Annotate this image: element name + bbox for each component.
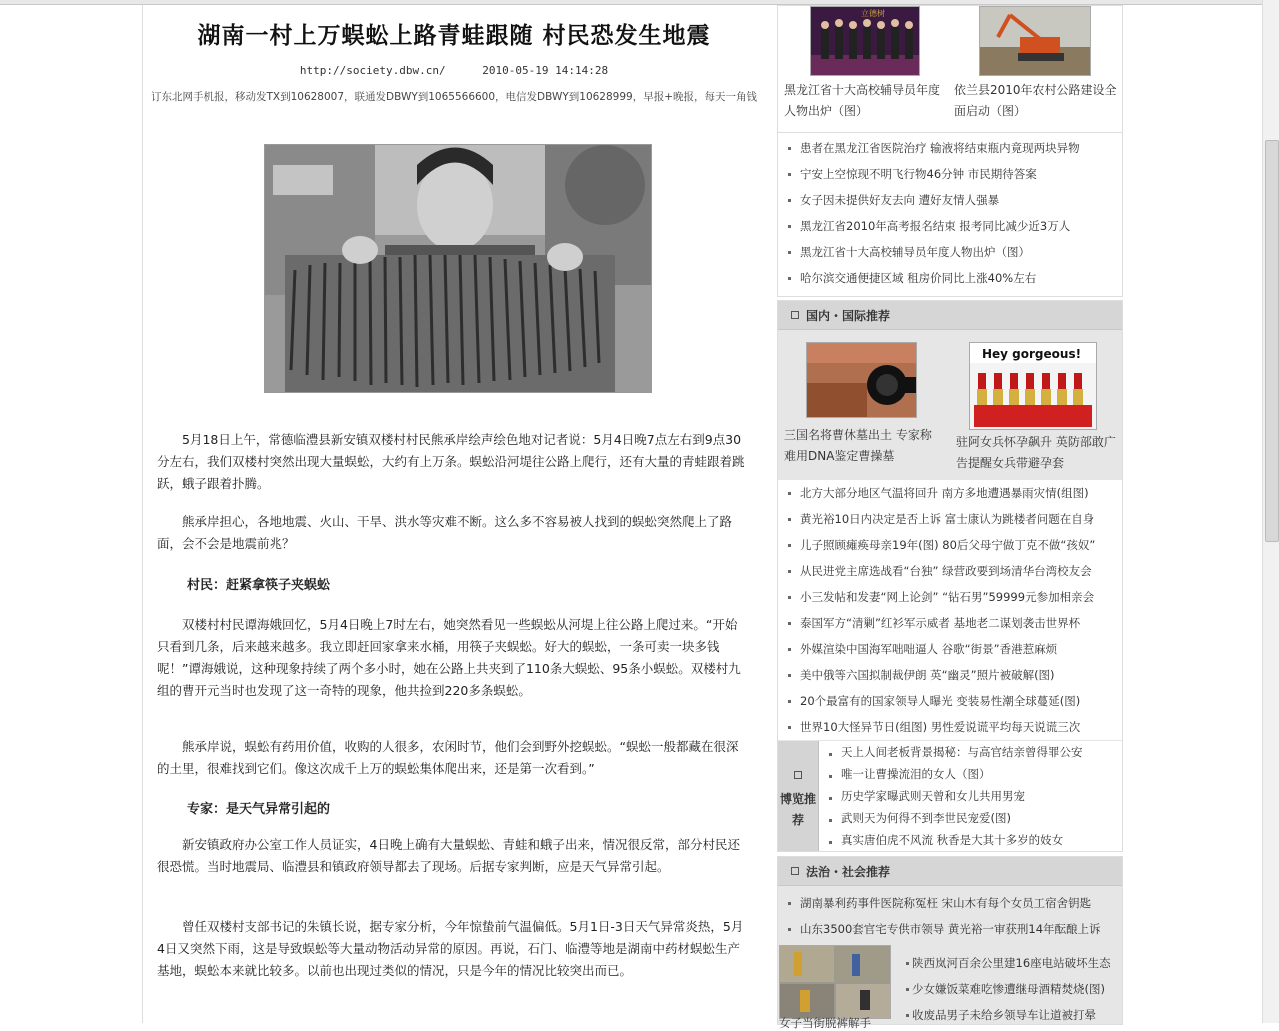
vertical-scrollbar[interactable] — [1262, 0, 1279, 1023]
list-item[interactable]: 收废品男子未给乡领导车让道被打晕 — [896, 1002, 1122, 1028]
paragraph-2: 熊承岸担心，各地地震、火山、干旱、洪水等灾难不断。这么多不容易被人找到的蜈蚣突然爬上了路面，会不会是地震前兆？ — [157, 514, 733, 551]
intl-caption-1[interactable]: 三国名将曹休墓出土 专家称难用DNA鉴定曹操墓 — [784, 428, 932, 463]
list-item[interactable]: 湖南暴利药事件医院称冤枉 宋山木有每个女员工宿舍钥匙 — [778, 890, 1122, 916]
subheading-experts: 专家：是天气异常引起的 — [187, 802, 331, 817]
tomb-thumb[interactable] — [806, 342, 917, 418]
square-bullet-icon — [794, 771, 802, 779]
paragraph-6: 曾任双楼村支部书记的朱镇长说，据专家分析，今年惊蛰前气温偏低。5月1日-3日天气异常炎热，5月4日又突然下雨，这是导致蜈蚣等大量动物活动异常的原因。再说，石门、临澧等地是湖南中药材蜈蚣生产基地，蜈蚣本来就比较多。以前也出现过类似的情况，只是今年的情况比较突出而已。 — [157, 919, 744, 978]
paragraph-5: 新安镇政府办公室工作人员证实，4日晚上确有大量蜈蚣、青蛙和蛾子出来，情况很反常，部分村民还很恐慌。当时地震局、临澧县和镇政府领导都去了现场。后据专家判断，应是天气异常引起。 — [157, 837, 740, 874]
list-item[interactable]: 北方大部分地区气温将回升 南方多地遭遇暴雨灾情(组图) — [778, 480, 1122, 506]
sidebar — [765, 5, 1262, 1030]
article-title: 湖南一村上万蜈蚣上路青蛙跟随 村民恐发生地震 — [197, 22, 711, 49]
list-item[interactable]: 泰国军方“清剿”红衫军示威者 基地老二谋划袭击世界杯 — [778, 610, 1122, 636]
list-item[interactable]: 少女嫌饭菜难吃惨遭继母酒精焚烧(图) — [896, 976, 1122, 1002]
intl-recommend-panel — [777, 300, 1123, 852]
subheading-villagers: 村民：赶紧拿筷子夹蜈蚣 — [187, 578, 331, 593]
list-item[interactable]: 武则天为何得不到李世民宠爱(图) — [819, 807, 1122, 829]
law-panel-header — [778, 857, 1122, 886]
list-item[interactable]: 黑龙江省2010年高考报名结束 报考同比减少近3万人 — [778, 213, 1122, 239]
bolan-news-list — [819, 741, 1122, 851]
svg-text:立德树: 立德树 — [861, 9, 885, 18]
excavator-thumb[interactable] — [979, 6, 1091, 76]
list-item[interactable]: 天上人间老板背景揭秘：与高官结亲曾得罪公安 — [819, 741, 1122, 763]
top-caption-2[interactable]: 依兰县2010年农村公路建设全面启动（图） — [954, 83, 1117, 118]
list-item[interactable]: 历史学家曝武则天曾和女儿共用男宠 — [819, 785, 1122, 807]
list-item[interactable]: 美中俄等六国拟制裁伊朗 英“幽灵”照片被破解(图) — [778, 662, 1122, 688]
law-panel-title: 法治・社会推荐 — [806, 865, 891, 879]
left-gutter — [0, 5, 142, 1023]
paragraph-1: 5月18日上午，常德临澧县新安镇双楼村村民熊承岸绘声绘色地对记者说：5月4日晚7点左右到9点30分左右，我们双楼村突然出现大量蜈蚣，大约有上万条。蜈蚣沿河堤往公路上爬行，还有大量的青蛙跟着跳跃，蛾子跟着扑腾。 — [157, 432, 745, 491]
list-item[interactable]: 外媒渲染中国海军咄咄逼人 谷歌“街景”香港惹麻烦 — [778, 636, 1122, 662]
list-item[interactable]: 患者在黑龙江省医院治疗 输液将结束瓶内竟现两块异物 — [778, 135, 1122, 161]
bolan-label-box — [778, 741, 819, 851]
bolan-label: 博览推荐 — [779, 792, 816, 827]
list-item[interactable]: 哈尔滨交通便捷区域 租房价同比上涨40%左右 — [778, 265, 1122, 291]
list-item[interactable]: 陕西岚河百余公里建16座电站破坏生态 — [896, 950, 1122, 976]
publish-datetime: 2010-05-19 14:14:28 — [482, 64, 609, 77]
paragraph-3: 双楼村村民谭海娥回忆，5月4日晚上7时左右，她突然看见一些蜈蚣从河堤上往公路上爬过来。“开始只看到几条，后来越来越多。我立即赶回家拿来水桶，用筷子夹蜈蚣。好大的蜈蚣，一条可卖一块多钱呢！”谭海娥说，这种现象持续了两个多小时，她在公路上共夹到了110条大蜈蚣、95条小蜈蚣。双楼村九组的曹开元当时也发现了这一奇特的现象，他共捡到220多条蜈蚣。 — [157, 617, 741, 698]
list-item[interactable]: 世界10大怪异节日(组图) 男性爱说谎平均每天说谎三次 — [778, 714, 1122, 740]
article-column — [142, 5, 766, 1023]
intl-news-list — [778, 480, 1122, 740]
award-ceremony-thumb[interactable] — [810, 6, 920, 76]
lipstick-ad-thumb[interactable] — [969, 342, 1097, 430]
law-news-list — [778, 890, 1122, 942]
scrollbar-thumb[interactable] — [1265, 140, 1279, 542]
sms-promo[interactable]: 订东北网手机报，移动发TX到10628007，联通发DBWY到1065566600，电信发DBWY到10628999，早报+晚报，每天一角钱 — [150, 91, 757, 103]
list-item[interactable]: 黑龙江省十大高校辅导员年度人物出炉（图） — [778, 239, 1122, 265]
list-item[interactable]: 小三发帖和发妻“网上论剑” “钻石男”59999元参加相亲会 — [778, 584, 1122, 610]
article-photo — [264, 144, 652, 393]
list-item[interactable]: 20个最富有的国家领导人曝光 变装易性潮全球蔓延(图) — [778, 688, 1122, 714]
list-item[interactable]: 从民进党主席选战看“台独” 绿营政要到场清华台湾校友会 — [778, 558, 1122, 584]
intl-caption-2[interactable]: 驻阿女兵怀孕飙升 英防部敢广告提醒女兵带避孕套 — [956, 435, 1116, 470]
intl-panel-header — [778, 301, 1122, 330]
top-photo-panel — [777, 5, 1123, 297]
list-item[interactable]: 儿子照顾瘫痪母亲19年(图) 80后父母宁做丁克不做“孩奴” — [778, 532, 1122, 558]
street-photo-caption[interactable]: 女子当街脱裤解手 — [779, 1016, 871, 1030]
list-item[interactable]: 真实唐伯虎不风流 秋香是大其十多岁的妓女 — [819, 829, 1122, 851]
paragraph-4: 熊承岸说，蜈蚣有药用价值，收购的人很多，农闲时节，他们会到野外挖蜈蚣。“蜈蚣一般都藏在很深的土里，很难找到它们。像这次成千上万的蜈蚣集体爬出来，还是第一次看到。” — [157, 739, 739, 776]
top-caption-1[interactable]: 黑龙江省十大高校辅导员年度人物出炉（图） — [784, 83, 941, 118]
street-photo-thumb[interactable] — [779, 945, 891, 1019]
article-meta — [143, 64, 765, 77]
list-item[interactable]: 山东3500套官宅专供市领导 黄光裕一审获刑14年酝酿上诉 — [778, 916, 1122, 942]
law-recommend-panel — [777, 856, 1123, 1030]
intl-panel-title: 国内・国际推荐 — [806, 309, 891, 323]
list-item[interactable]: 女子因未提供好友去向 遭好友情人强暴 — [778, 187, 1122, 213]
list-item[interactable]: 宁安上空惊现不明飞行物46分钟 市民期待答案 — [778, 161, 1122, 187]
lipstick-ad-text: Hey gorgeous! — [982, 347, 1082, 361]
source-link[interactable]: http://society.dbw.cn/ — [299, 64, 446, 77]
list-item[interactable]: 唯一让曹操流泪的女人（图） — [819, 763, 1122, 785]
square-bullet-icon — [791, 867, 799, 875]
law-side-list — [896, 950, 1122, 1028]
square-bullet-icon — [791, 311, 799, 319]
top-news-list — [778, 135, 1122, 291]
list-item[interactable]: 黄光裕10日内决定是否上诉 富士康认为跳楼者问题在自身 — [778, 506, 1122, 532]
